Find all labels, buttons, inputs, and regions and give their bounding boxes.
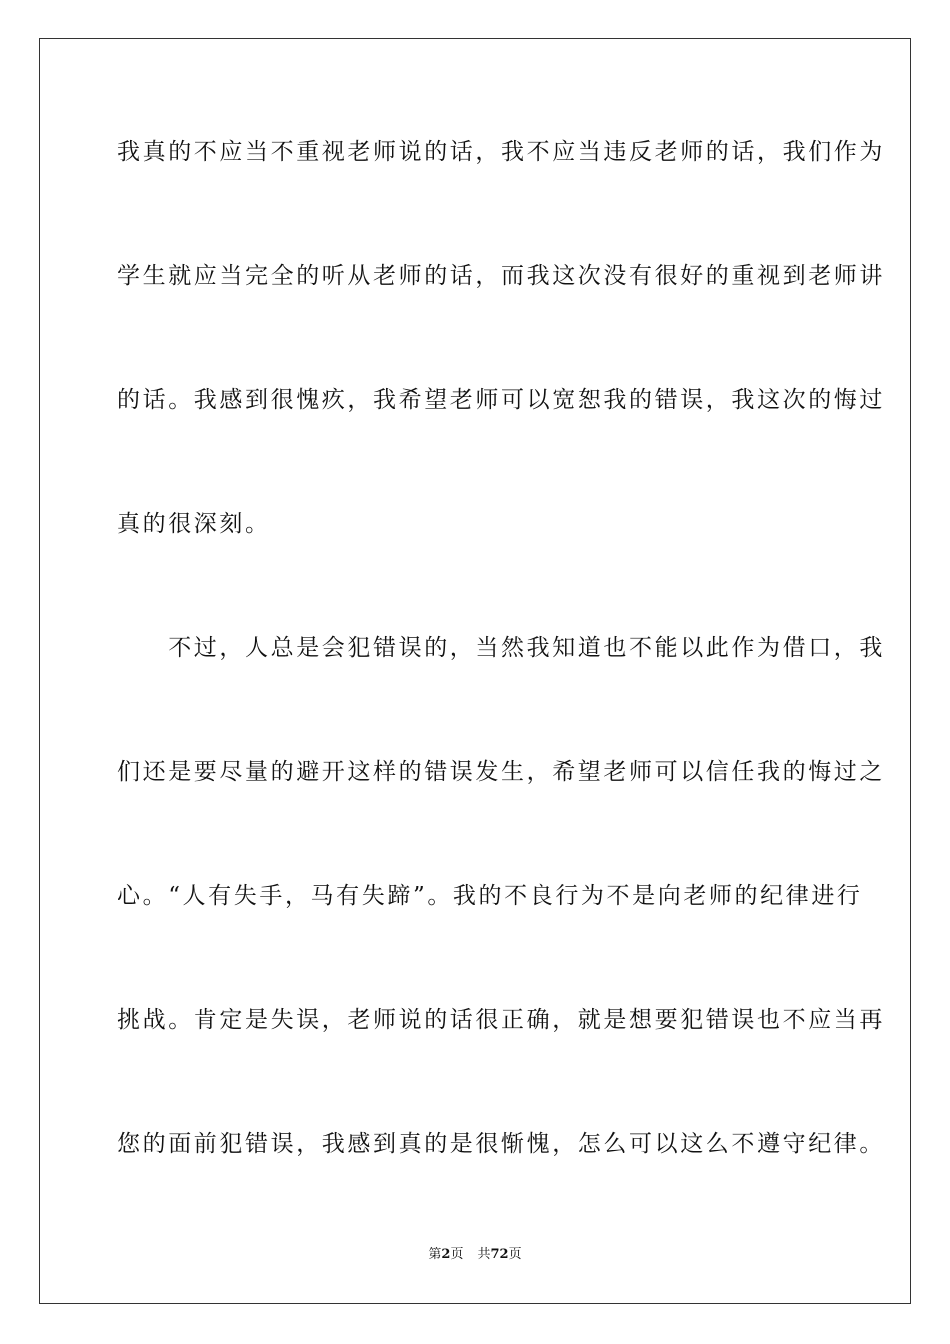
page-suffix: 页 — [450, 1247, 464, 1262]
page-prefix: 第 — [428, 1247, 442, 1262]
body-text-line-2: 学生就应当完全的听从老师的话，而我这次没有很好的重视到老师讲 — [117, 263, 885, 289]
total-pages: 72 — [490, 1247, 509, 1262]
body-text-line-5: 不过，人总是会犯错误的，当然我知道也不能以此作为借口，我 — [117, 635, 885, 661]
page-border — [39, 38, 911, 1304]
body-text-line-8: 挑战。肯定是失误，老师说的话很正确，就是想要犯错误也不应当再 — [117, 1007, 885, 1033]
page-number: 2 — [441, 1247, 451, 1262]
body-text-line-6: 们还是要尽量的避开这样的错误发生，希望老师可以信任我的悔过之 — [117, 759, 885, 785]
body-text-line-4: 真的很深刻。 — [117, 511, 271, 537]
total-suffix: 页 — [508, 1247, 522, 1262]
body-text-line-7: 心。“人有失手，马有失蹄”。我的不良行为不是向老师的纪律进行 — [117, 883, 863, 909]
body-text-line-9: 您的面前犯错误，我感到真的是很惭愧，怎么可以这么不遵守纪律。 — [117, 1131, 885, 1157]
body-text-line-3: 的话。我感到很愧疚，我希望老师可以宽恕我的错误，我这次的悔过 — [117, 387, 885, 413]
total-prefix: 共 — [477, 1247, 491, 1262]
page-footer — [0, 1246, 950, 1264]
body-text-line-1: 我真的不应当不重视老师说的话，我不应当违反老师的话，我们作为 — [117, 139, 885, 165]
